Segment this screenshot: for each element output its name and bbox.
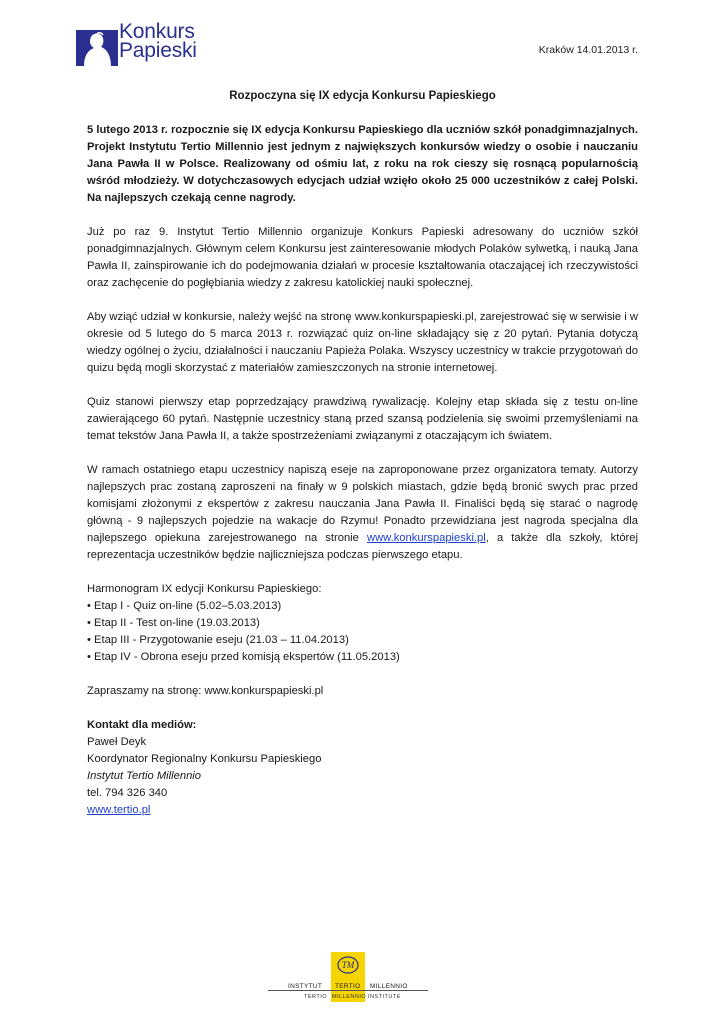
- logo-text-line1: Konkurs: [119, 20, 195, 43]
- intro-paragraph: 5 lutego 2013 r. rozpocznie się IX edycja Konkursu Papieskiego dla uczniów szkół ponadgimnazjalnych. Projekt Instytutu Tertio Millennio jest jednym z największych konkursów wiedzy o osobie i nauczaniu Jana Pawła II w Polsce. Realizowany od ośmiu lat, z roku na rok cieszy się rosnącą popularnością wśród młodzieży. W dotychczasowych edycjach udział wzięło około 25 000 uczestników z całej Polski. Na najlepszych czekają cenne nagrody.: [87, 124, 638, 204]
- invite-line: Zapraszamy na stronę: www.konkurspapieski.pl: [87, 685, 324, 697]
- pope-silhouette-icon: [76, 26, 118, 66]
- contact-phone: tel. 794 326 340: [87, 787, 168, 799]
- contact-role: Koordynator Regionalny Konkursu Papieskiego: [87, 753, 322, 765]
- schedule-item: • Etap I - Quiz on-line (5.02–5.03.2013): [87, 600, 282, 612]
- schedule-heading: Harmonogram IX edycji Konkursu Papieskiego:: [87, 583, 322, 595]
- konkurs-papieski-logo: [76, 22, 206, 66]
- tm-monogram-icon: [331, 952, 365, 978]
- paragraph-4-text-before: W ramach ostatniego etapu uczestnicy napiszą eseje na zaproponowane przez organizatora tematy. Autorzy najlepszych prac zostaną zaproszeni na finały w 9 polskich miastach, gdzie będą bronić swych prac przed komisjami złożonymi z ekspertów z zakresu nauczania Jana Pawła II. Finaliści będą się starać o nagrodę główną - 9 najlepszych pojedzie na wakacje do Rzymu! Ponadto przewidziana jest nagroda specjalna dla najlepszego opiekuna zarejestrowanego na stronie: [87, 464, 638, 544]
- footer-sub-institute: INSTITUTE: [368, 994, 401, 1000]
- footer-sub-tertio: TERTIO: [304, 994, 328, 1000]
- paragraph-3: Quiz stanowi pierwszy etap poprzedzający prawdziwą rywalizację. Kolejny etap składa się z testu on-line zawierającego 60 pytań. Następnie uczestnicy staną przed szansą podzielenia się swoimi przemyśleniami na temat tekstów Jana Pawła II, a także spostrzeżeniami związanymi z otaczającym ich światem.: [87, 396, 638, 442]
- schedule-item: • Etap III - Przygotowanie eseju (21.03 – 11.04.2013): [87, 634, 349, 646]
- tertio-millennio-logo: [268, 952, 428, 1012]
- paragraph-2: Aby wziąć udział w konkursie, należy wejść na stronę www.konkurspapieski.pl, zarejestrować się w serwisie i w okresie od 5 lutego do 5 marca 2013 r. rozwiązać quiz on-line składający się z 20 pytań. Pytania dotyczą wiedzy ogólnej o życiu, działalności i nauczaniu Papieża Polaka. Wszyscy uczestnicy w trakcie przygotowań do quizu będą mogli skorzystać z materiałów zamieszczonych na stronie internetowej.: [87, 311, 638, 374]
- schedule-item: • Etap IV - Obrona eseju przed komisją ekspertów (11.05.2013): [87, 651, 400, 663]
- paragraph-1: Już po raz 9. Instytut Tertio Millennio organizuje Konkurs Papieski adresowany do uczniów szkół ponadgimnazjalnych. Głównym celem Konkursu jest zainteresowanie młodych Polaków sylwetką, i nauką Jana Pawła II, zainspirowanie ich do podejmowania działań w procesie kształtowania otaczającej ich rzeczywistości oraz zachęcenie do pogłębiania wiedzy z zakresu katolickiej nauki społecznej.: [87, 226, 638, 289]
- logo-text-line2: Papieski: [119, 39, 197, 62]
- tertio-link[interactable]: www.tertio.pl: [87, 804, 151, 816]
- document-title: Rozpoczyna się IX edycja Konkursu Papieskiego: [229, 90, 496, 102]
- footer-word-instytut: INSTYTUT: [288, 983, 323, 990]
- paragraph-4-text-after: , a także dla szkoły, której reprezentacja uczestników będzie najliczniejsza podczas pierwszego etapu.: [87, 532, 638, 561]
- contact-organization: Instytut Tertio Millennio: [87, 770, 201, 782]
- document-date: Kraków 14.01.2013 r.: [538, 44, 638, 56]
- footer-word-tertio: TERTIO: [335, 983, 361, 990]
- schedule-item: • Etap II - Test on-line (19.03.2013): [87, 617, 260, 629]
- contact-heading: Kontakt dla mediów:: [87, 719, 197, 731]
- contact-name: Paweł Deyk: [87, 736, 147, 748]
- footer-rule: [268, 990, 428, 991]
- footer-word-millennio: MILLENNIO: [370, 983, 408, 990]
- paragraph-4: [87, 462, 638, 564]
- footer-sub-millennio: MILLENNIO: [332, 994, 367, 1000]
- konkurspapieski-link[interactable]: www.konkurspapieski.pl: [366, 532, 486, 544]
- svg-text:TM: TM: [341, 960, 355, 970]
- document-body: [87, 122, 638, 819]
